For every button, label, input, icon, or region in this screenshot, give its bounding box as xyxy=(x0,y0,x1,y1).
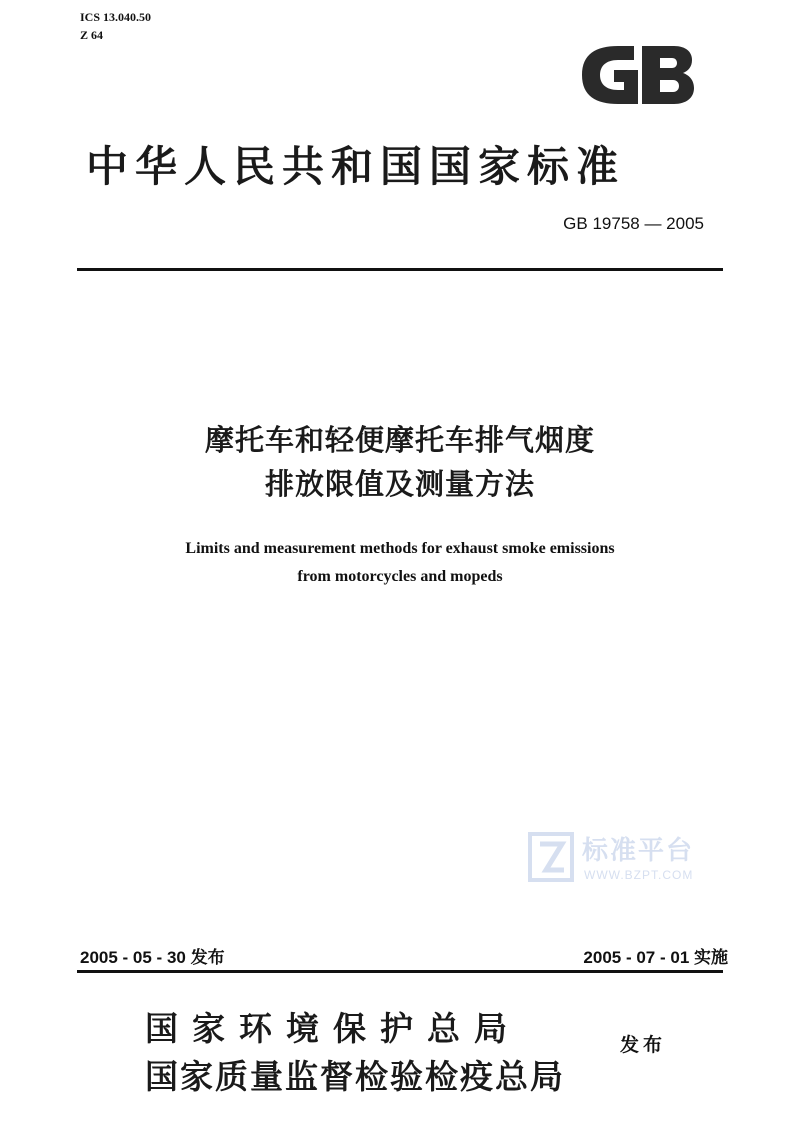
bottom-divider xyxy=(77,970,723,973)
english-title-line-1: Limits and measurement methods for exhaust smoke emissions xyxy=(185,540,615,557)
watermark-url: WWW.BZPT.COM xyxy=(584,868,694,882)
chinese-title-line-1: 摩托车和轻便摩托车排气烟度 xyxy=(204,423,595,457)
classification-codes xyxy=(80,8,151,44)
gb-logo xyxy=(574,42,698,108)
ccs-code: Z 64 xyxy=(80,28,104,42)
bzpt-logo-icon xyxy=(528,832,574,882)
chinese-title xyxy=(0,418,800,506)
ics-code: ICS 13.040.50 xyxy=(80,10,152,24)
top-divider xyxy=(77,268,723,271)
national-standard-title: 中华人民共和国国家标准 xyxy=(86,142,626,191)
issue-date: 2005 - 05 - 30 发布 xyxy=(80,948,225,967)
gb-logo-mark xyxy=(582,46,694,104)
issuer-quality-supervision: 国家质量监督检验检疫总局 xyxy=(145,1057,565,1096)
english-title xyxy=(0,535,800,591)
watermark xyxy=(528,830,728,890)
watermark-text: 标准平台 xyxy=(582,836,695,866)
publish-label: 发布 xyxy=(620,1034,667,1056)
standard-number: GB 19758 — 2005 xyxy=(563,214,704,233)
implementation-date: 2005 - 07 - 01 实施 xyxy=(583,948,728,967)
chinese-title-line-2: 排放限值及测量方法 xyxy=(264,467,535,501)
english-title-line-2: from motorcycles and mopeds xyxy=(297,568,503,585)
issuer-environment: 国家环境保护总局 xyxy=(145,1009,521,1048)
